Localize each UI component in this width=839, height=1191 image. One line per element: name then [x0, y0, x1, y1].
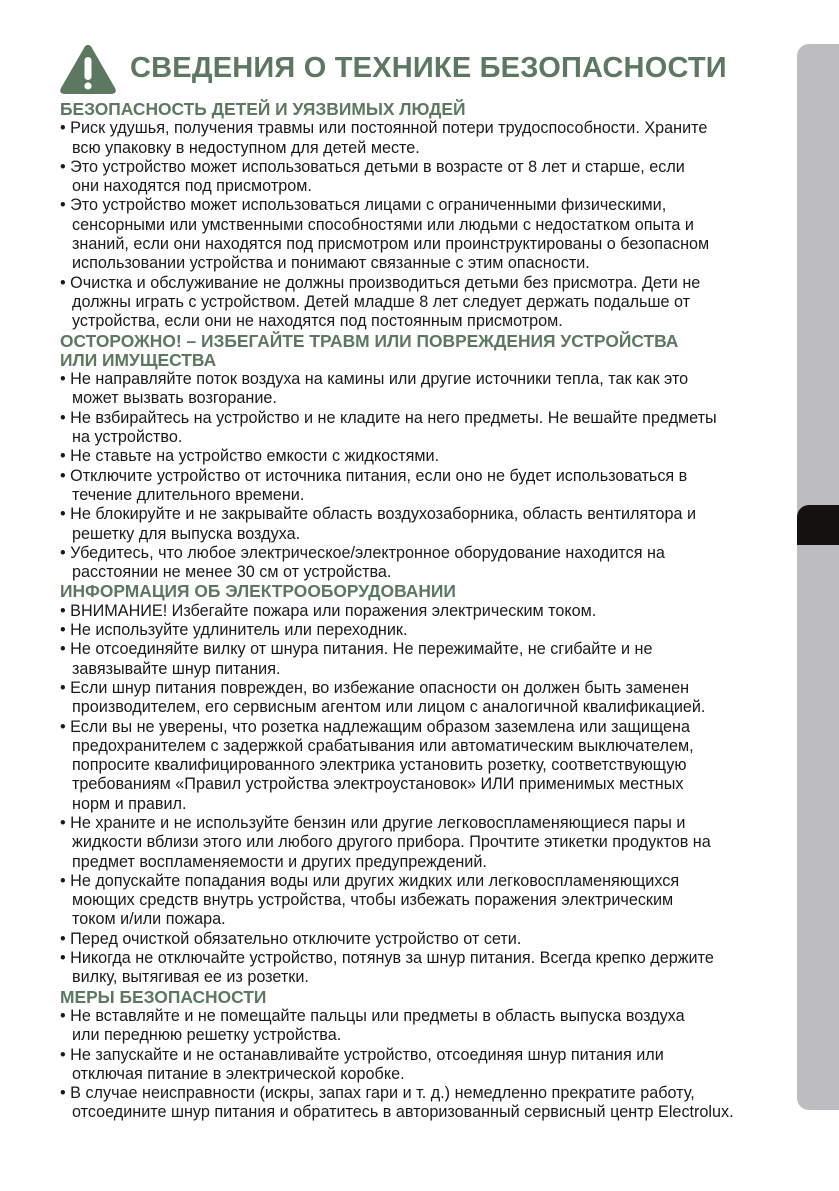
bullet-item	[60, 679, 790, 718]
bullet-text-line: решетку для выпуска воздуха.	[72, 524, 301, 543]
bullet-text-line: отключая питание в электрической коробке.	[72, 1064, 405, 1083]
bullet-text-line: • Не направляйте поток воздуха на камины или другие источники тепла, так как это	[60, 370, 689, 389]
bullet-text-line: • Перед очисткой обязательно отключите устройство от сети.	[60, 929, 522, 948]
section-heading: ИНФОРМАЦИЯ ОБ ЭЛЕКТРООБОРУДОВАНИИ	[60, 581, 456, 602]
bullet-text-line: • В случае неисправности (искры, запах гари и т. д.) немедленно прекратите работу,	[60, 1084, 695, 1103]
bullet-text-line: норм и правил.	[72, 794, 187, 813]
bullet-text-line: • Никогда не отключайте устройство, потянув за шнур питания. Всегда крепко держите	[60, 949, 714, 968]
bullet-item	[60, 544, 790, 583]
section	[60, 988, 790, 1123]
bullet-text-line: • Не взбирайтесь на устройство и не кладите на него предметы. Не вешайте предметы	[60, 408, 717, 427]
bullet-item	[60, 370, 790, 409]
bullet-item	[60, 1084, 790, 1123]
bullet-text-line: вилку, вытягивая ее из розетки.	[72, 968, 309, 987]
bullet-text-line: предохранителем с задержкой срабатывания или автоматическим выключателем,	[72, 736, 694, 755]
bullet-text-line: • Не вставляйте и не помещайте пальцы или предметы в область выпуска воздуха	[60, 1006, 685, 1025]
bullet-item	[60, 602, 790, 621]
bullet-text-line: • Если шнур питания поврежден, во избежание опасности он должен быть заменен	[60, 678, 690, 697]
section-heading: ИЛИ ИМУЩЕСТВА	[60, 349, 217, 370]
bullet-text-line: • Не ставьте на устройство емкости с жидкостями.	[60, 447, 440, 466]
bullet-text-line: отсоедините шнур питания и обратитесь в авторизованный сервисный центр Electrolux.	[72, 1103, 734, 1122]
bullet-text-line: • Это устройство может использоваться детьми в возрасте от 8 лет и старше, если	[60, 157, 685, 176]
bullet-item	[60, 640, 790, 679]
bullet-text-line: может вызвать возгорание.	[72, 389, 277, 408]
bullet-item	[60, 814, 790, 872]
bullet-text-line: • Очистка и обслуживание не должны производиться детьми без присмотра. Дети не	[60, 273, 701, 292]
bullet-item	[60, 872, 790, 930]
bullet-text-line: • Не используйте удлинитель или переходник.	[60, 621, 408, 640]
bullet-text-line: • Риск удушья, получения травмы или постоянной потери трудоспособности. Храните	[60, 119, 708, 138]
bullet-text-line: • Убедитесь, что любое электрическое/электронное оборудование находится на	[60, 543, 665, 562]
bullet-text-line: всю упаковку в недоступном для детей месте.	[72, 138, 420, 157]
bullet-item	[60, 409, 790, 448]
bullet-item	[60, 467, 790, 506]
bullet-text-line: должны играть с устройством. Детей младше 8 лет следует держать подальше от	[72, 292, 690, 311]
bullet-item	[60, 949, 790, 988]
warning-triangle-icon	[59, 43, 117, 95]
bullet-item	[60, 718, 790, 814]
bullet-text-line: • Не храните и не используйте бензин или другие легковоспламеняющиеся пары и	[60, 813, 686, 832]
bullet-text-line: • Не отсоединяйте вилку от шнура питания. Не пережимайте, не сгибайте и не	[60, 640, 653, 659]
document-body	[60, 100, 790, 1123]
bullet-text-line: током и/или пожара.	[72, 910, 226, 929]
bullet-text-line: моющих средств внутрь устройства, чтобы избежать поражения электрическим	[72, 891, 674, 910]
bullet-text-line: • Не запускайте и не останавливайте устройство, отсоединяя шнур питания или	[60, 1045, 664, 1064]
bullet-text-line: • ВНИМАНИЕ! Избегайте пожара или поражения электрическим током.	[60, 601, 597, 620]
section-heading: БЕЗОПАСНОСТЬ ДЕТЕЙ И УЯЗВИМЫХ ЛЮДЕЙ	[60, 99, 466, 119]
active-chapter-tab	[797, 505, 839, 545]
bullet-item	[60, 621, 790, 640]
section-heading: ОСТОРОЖНО! – ИЗБЕГАЙТЕ ТРАВМ ИЛИ ПОВРЕЖДЕНИЯ УСТРОЙСТВА	[60, 330, 679, 351]
bullet-text-line: они находятся под присмотром.	[72, 177, 312, 196]
bullet-text-line: • Это устройство может использоваться лицами с ограниченными физическими,	[60, 196, 667, 215]
bullet-text-line: • Не допускайте попадания воды или других жидких или легковоспламеняющихся	[60, 871, 680, 890]
bullet-text-line: жидкости вблизи этого или любого другого прибора. Прочтите этикетки продуктов на	[72, 833, 711, 852]
section	[60, 100, 790, 332]
bullet-item	[60, 196, 790, 273]
section-heading: МЕРЫ БЕЗОПАСНОСТИ	[60, 986, 267, 1007]
bullet-text-line: предмет воспламеняемости и других предупреждений.	[72, 852, 487, 871]
bullet-item	[60, 274, 790, 332]
bullet-item	[60, 447, 790, 466]
bullet-text-line: • Отключите устройство от источника питания, если оно не будет использоваться в	[60, 466, 688, 485]
bullet-item	[60, 1046, 790, 1085]
bullet-item	[60, 1007, 790, 1046]
bullet-text-line: завязывайте шнур питания.	[72, 659, 281, 678]
bullet-text-line: попросите квалифицированного электрика установить розетку, соответствующую	[72, 756, 687, 775]
section	[60, 582, 790, 987]
bullet-text-line: устройства, если они не находятся под постоянным присмотром.	[72, 312, 563, 331]
bullet-text-line: течение длительного времени.	[72, 485, 305, 504]
bullet-text-line: производителем, его сервисным агентом или лицом с аналогичной квалификацией.	[72, 698, 706, 717]
page-title: СВЕДЕНИЯ О ТЕХНИКЕ БЕЗОПАСНОСТИ	[130, 52, 727, 84]
bullet-text-line: расстоянии не менее 30 см от устройства.	[72, 563, 392, 582]
bullet-text-line: сенсорными или умственными способностями или людьми с недостатком опыта и	[72, 215, 694, 234]
bullet-text-line: • Если вы не уверены, что розетка надлежащим образом заземлена или защищена	[60, 717, 690, 736]
bullet-item	[60, 119, 790, 158]
bullet-item	[60, 158, 790, 197]
bullet-item	[60, 505, 790, 544]
bullet-text-line: • Не блокируйте и не закрывайте область воздухозаборника, область вентилятора и	[60, 505, 697, 524]
bullet-text-line: требованиям «Правил устройства электроустановок» ИЛИ применимых местных	[72, 775, 684, 794]
chapter-tab-strip	[797, 44, 839, 1110]
section	[60, 332, 790, 583]
bullet-text-line: использовании устройства и понимают связанные с этим опасности.	[72, 254, 590, 273]
bullet-item	[60, 930, 790, 949]
bullet-text-line: знаний, если они находятся под присмотром или проинструктированы о безопасном	[72, 235, 710, 254]
bullet-text-line: или переднюю решетку устройства.	[72, 1026, 342, 1045]
bullet-text-line: на устройство.	[72, 428, 183, 447]
